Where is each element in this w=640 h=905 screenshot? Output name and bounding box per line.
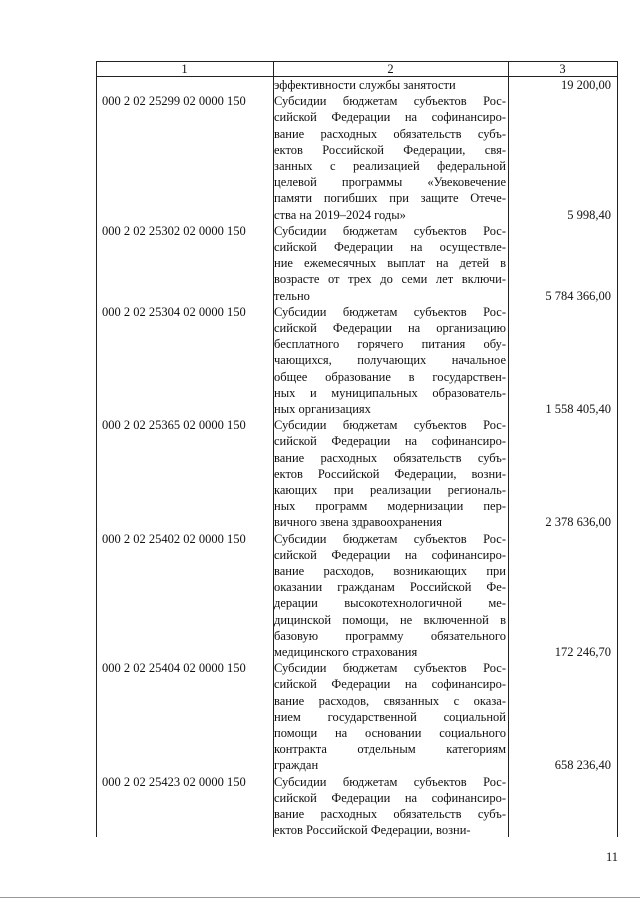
table-row (96, 531, 618, 661)
description-line: оказании гражданам Российской Фе- (274, 580, 506, 595)
budget-code: 000 2 02 25404 02 0000 150 (102, 661, 246, 676)
description-line: сийской Федерации на организацию (274, 320, 506, 335)
description-line: возрасте от трех до семи лет включи- (274, 272, 506, 287)
table-row (96, 774, 618, 839)
amount: 19 200,00 (561, 78, 611, 92)
amount: 658 236,40 (554, 758, 611, 773)
description-line: нием государственной социальной (274, 709, 506, 724)
budget-table (96, 61, 618, 838)
description-line: памяти погибших при защите Отече- (274, 191, 506, 206)
description-line: ства на 2019–2024 годы» (274, 207, 406, 222)
description-line: сийской Федерации на софинансиро- (274, 547, 506, 562)
header-col-2: 2 (387, 62, 394, 76)
description-line: Субсидии бюджетам субъектов Рос- (274, 304, 506, 319)
table-row (96, 417, 618, 530)
description-line: занных с реализацией федеральной (274, 159, 506, 173)
description-line: ных программ модернизации пер- (274, 499, 506, 514)
description (274, 223, 506, 304)
budget-code: 000 2 02 25402 02 0000 150 (102, 531, 246, 546)
table-row (96, 77, 618, 93)
description-line: вичного звена здравоохранения (274, 515, 442, 530)
header-col-1: 1 (181, 62, 188, 76)
table-row (96, 93, 618, 223)
description-line: ектов Российской Федерации, свя- (274, 142, 506, 157)
description-line: ектов Российской Федерации, возни- (274, 466, 506, 481)
description-line: сийской Федерации на софинансиро- (274, 677, 506, 692)
description-line: Субсидии бюджетам субъектов Рос- (274, 418, 506, 433)
amount: 1 558 405,40 (545, 401, 611, 416)
description-line: сийской Федерации на софинансиро- (274, 790, 506, 805)
budget-code: 000 2 02 25365 02 0000 150 (102, 418, 246, 433)
table-body (96, 77, 618, 838)
description-line: медицинского страхования (274, 644, 418, 659)
description-line: Субсидии бюджетам субъектов Рос- (274, 94, 506, 109)
description-line: чающихся, получающих начальное (274, 353, 506, 368)
description-line: помощи на основании социального (274, 725, 506, 740)
description (274, 93, 506, 223)
table-row (96, 223, 618, 304)
description-line: тельно (274, 288, 310, 303)
description-line: граждан (274, 758, 319, 773)
table-header (96, 62, 618, 77)
description-line: Субсидии бюджетам субъектов Рос- (274, 661, 506, 676)
description (274, 77, 506, 93)
page-number: 11 (605, 850, 618, 864)
description-line: вание расходных обязательств субъ- (274, 450, 506, 465)
description-line: вание расходов, связанных с оказа- (274, 693, 506, 708)
amount: 5 998,40 (567, 207, 611, 222)
header-col-3: 3 (559, 62, 566, 76)
amount: 2 378 636,00 (545, 515, 611, 530)
description (274, 304, 506, 417)
description-line: эффективности службы занятости (274, 78, 456, 92)
amount: 5 784 366,00 (545, 288, 611, 303)
description-line: кающих при реализации региональ- (274, 482, 506, 497)
description (274, 417, 506, 530)
description-line: вание расходных обязательств субъ- (274, 806, 506, 821)
description-line: бесплатного горячего питания обу- (274, 337, 506, 352)
description (274, 531, 506, 661)
description-line: Субсидии бюджетам субъектов Рос- (274, 774, 506, 789)
description-line: ных организациях (274, 402, 371, 416)
description-line: базовую программу обязательного (274, 628, 506, 643)
description-line: сийской Федерации на софинансиро- (274, 434, 506, 449)
description-line: ных и муниципальных образователь- (274, 385, 506, 400)
description-line: ектов Российской Федерации, возни- (274, 823, 471, 838)
description-line: сийской Федерации на софинансиро- (274, 110, 506, 125)
description-line: вание расходов, возникающих при (274, 563, 506, 578)
description-line: вание расходных обязательств субъ- (274, 126, 506, 141)
table-row (96, 660, 618, 773)
description-line: дицинской помощи, не включенной в (274, 612, 506, 627)
description-line: общее образование в государствен- (274, 369, 506, 384)
description-line: ние ежемесячных выплат на детей в (274, 256, 506, 271)
description (274, 774, 506, 839)
budget-code: 000 2 02 25423 02 0000 150 (102, 774, 246, 789)
amount: 172 246,70 (554, 644, 611, 659)
description-line: сийской Федерации на осуществле- (274, 239, 506, 254)
budget-code: 000 2 02 25304 02 0000 150 (102, 304, 246, 319)
table-row (96, 304, 618, 417)
budget-code: 000 2 02 25299 02 0000 150 (102, 94, 246, 109)
description-line: целевой программы «Увековечение (274, 175, 506, 190)
description (274, 660, 506, 773)
budget-code: 000 2 02 25302 02 0000 150 (102, 223, 246, 238)
description-line: Субсидии бюджетам субъектов Рос- (274, 531, 506, 546)
description-line: контракта отдельным категориям (274, 742, 506, 757)
description-line: дерации высокотехнологичной ме- (274, 596, 506, 611)
description-line: Субсидии бюджетам субъектов Рос- (274, 223, 506, 238)
bottom-edge-line (0, 897, 640, 898)
